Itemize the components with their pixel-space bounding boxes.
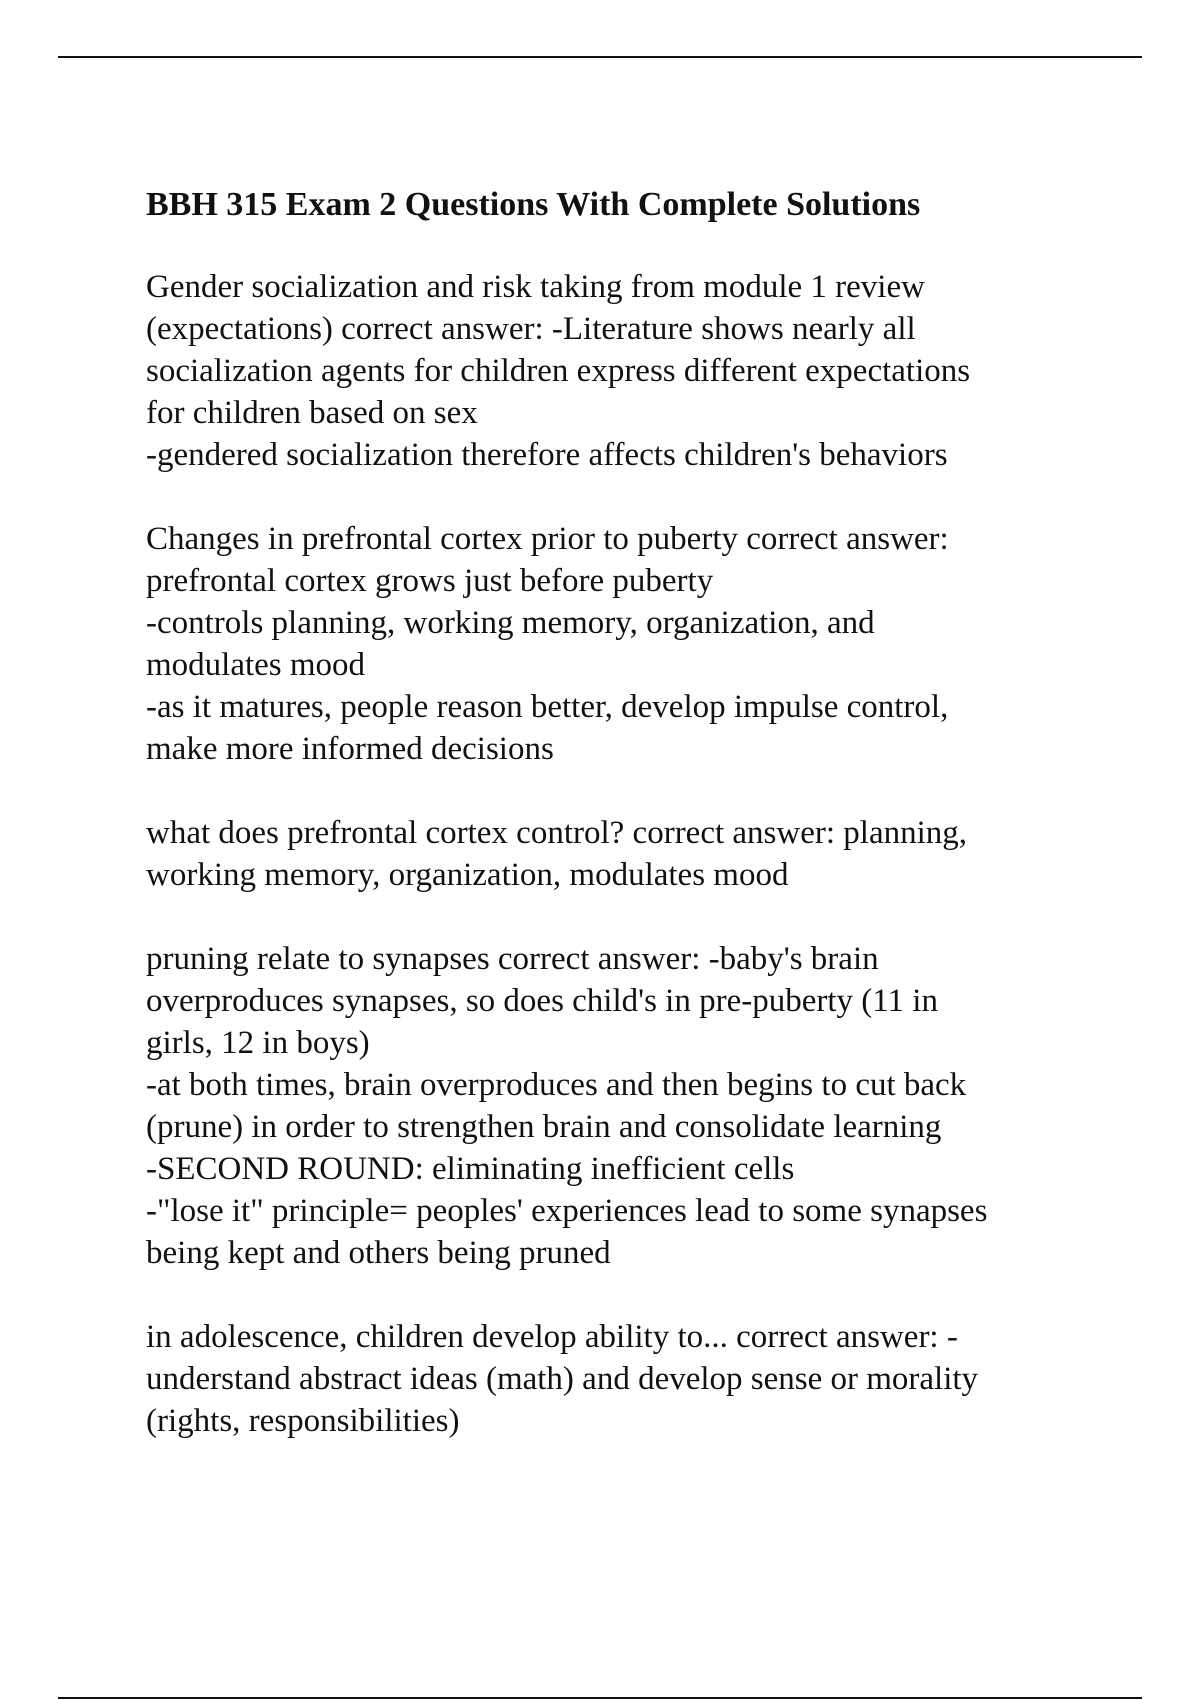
qa-line: modulates mood (146, 647, 366, 683)
qa-line: (prune) in order to strengthen brain and consolidate learning (146, 1109, 942, 1145)
qa-entry-5 (146, 1316, 1076, 1442)
qa-line: in adolescence, children develop ability to... correct answer: - (146, 1319, 958, 1355)
qa-line: -controls planning, working memory, organization, and (146, 605, 875, 641)
qa-entry-3 (146, 812, 1076, 896)
qa-line: pruning relate to synapses correct answer: -baby's brain (146, 941, 879, 977)
qa-line: prefrontal cortex grows just before puberty (146, 563, 714, 599)
qa-line: (expectations) correct answer: -Literature shows nearly all (146, 311, 916, 347)
qa-line: for children based on sex (146, 395, 478, 431)
qa-line: socialization agents for children express different expectations (146, 353, 971, 389)
bottom-rule (58, 1697, 1142, 1699)
qa-line: -as it matures, people reason better, develop impulse control, (146, 689, 949, 725)
qa-entry-4 (146, 938, 1076, 1274)
qa-line: -SECOND ROUND: eliminating inefficient cells (146, 1151, 795, 1187)
document-title: BBH 315 Exam 2 Questions With Complete Solutions (146, 186, 921, 223)
qa-line: overproduces synapses, so does child's in pre-puberty (11 in (146, 983, 938, 1019)
document-body (146, 184, 1076, 1484)
qa-line: Gender socialization and risk taking from module 1 review (146, 269, 925, 305)
qa-line: -"lose it" principle= peoples' experiences lead to some synapses (146, 1193, 988, 1229)
qa-line: understand abstract ideas (math) and develop sense or morality (146, 1361, 979, 1397)
qa-entry-1 (146, 266, 1076, 476)
qa-entry-2 (146, 518, 1076, 770)
qa-line: being kept and others being pruned (146, 1235, 611, 1271)
qa-line: working memory, organization, modulates mood (146, 857, 789, 893)
qa-line: -gendered socialization therefore affects children's behaviors (146, 437, 948, 473)
qa-line: (rights, responsibilities) (146, 1403, 460, 1439)
qa-line: girls, 12 in boys) (146, 1025, 370, 1061)
qa-line: Changes in prefrontal cortex prior to puberty correct answer: (146, 521, 949, 557)
qa-line: make more informed decisions (146, 731, 554, 767)
top-rule (58, 56, 1142, 58)
qa-line: -at both times, brain overproduces and then begins to cut back (146, 1067, 967, 1103)
qa-line: what does prefrontal cortex control? correct answer: planning, (146, 815, 968, 851)
